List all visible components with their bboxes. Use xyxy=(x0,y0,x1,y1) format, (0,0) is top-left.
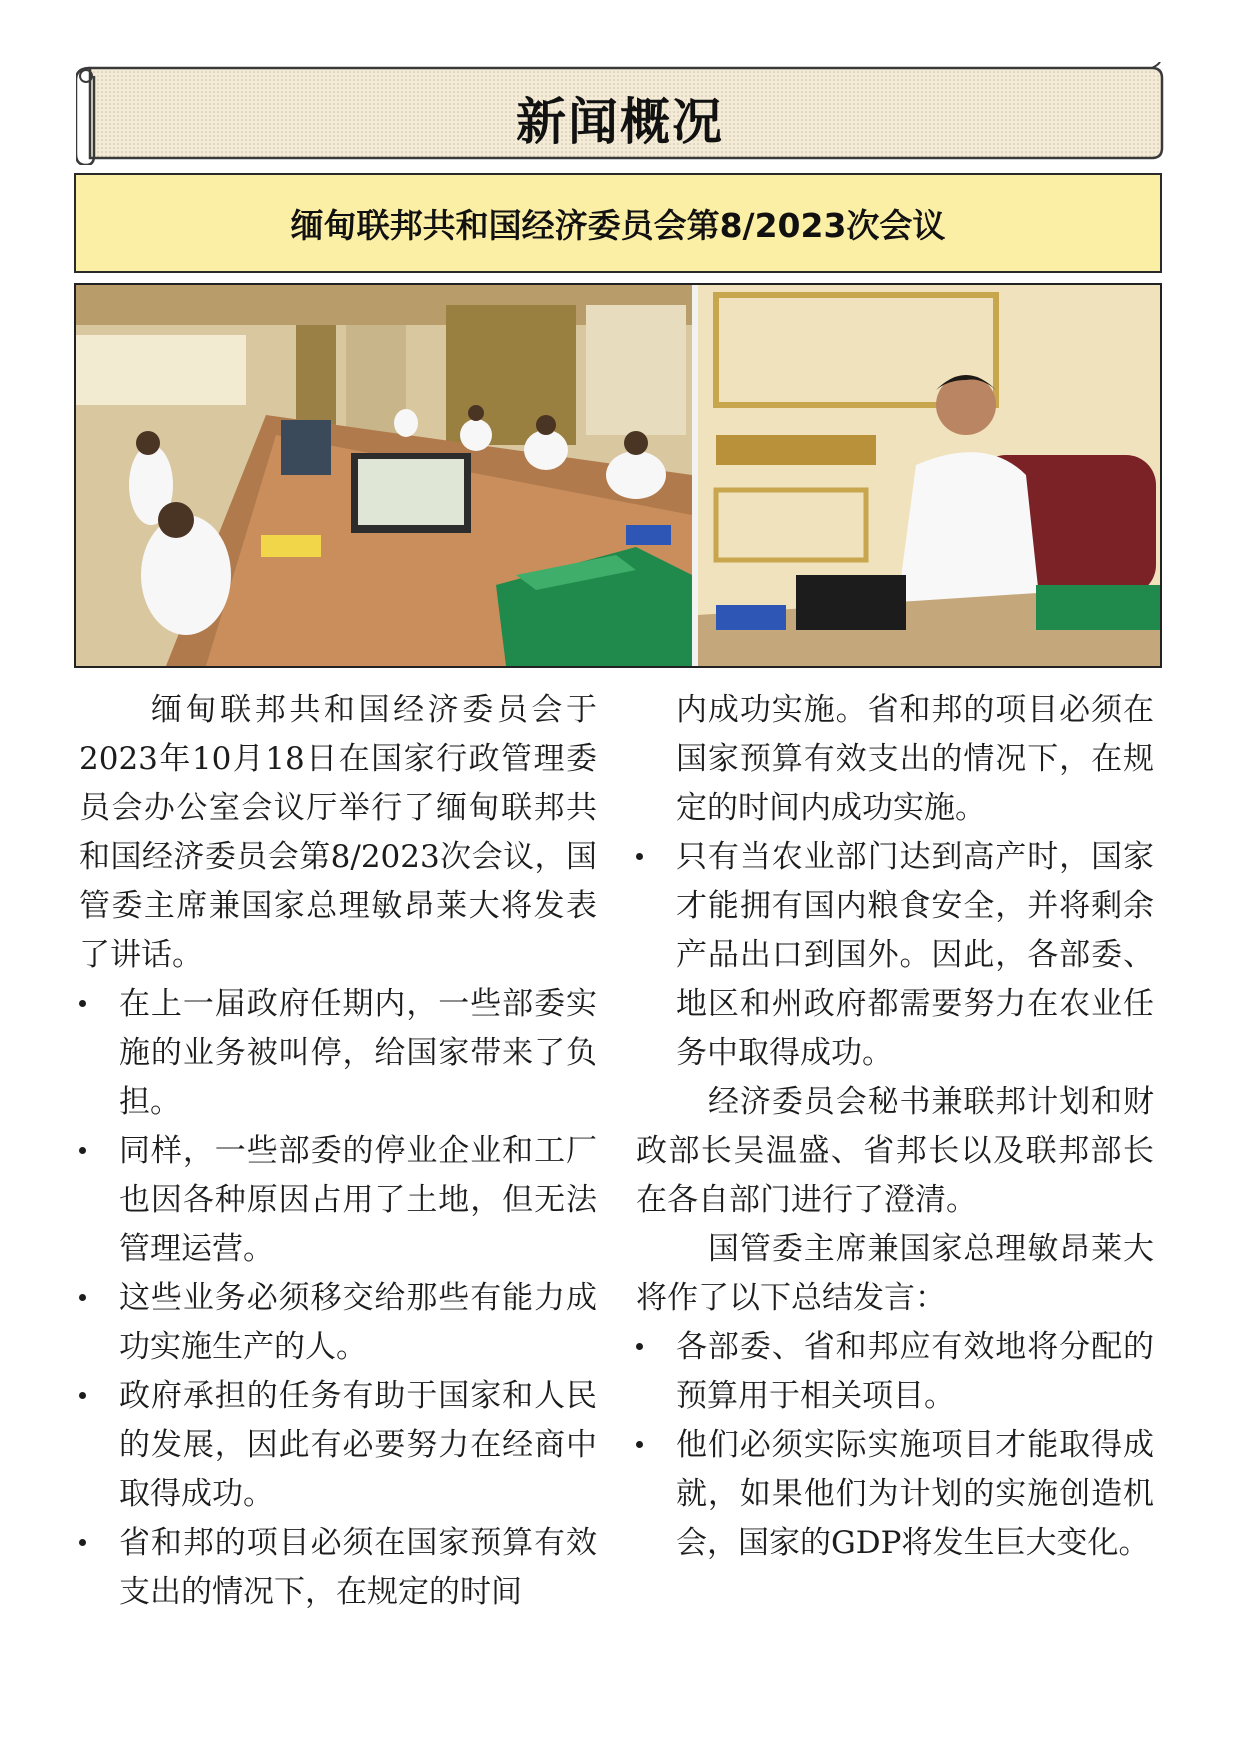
list-item: 同样，一些部委的停业企业和工厂也因各种原因占用了土地，但无法管理运营。 xyxy=(79,1127,597,1274)
bullet-icon xyxy=(79,1539,86,1546)
bullet-icon xyxy=(79,1147,86,1154)
banner-title: 新闻概况 xyxy=(516,92,724,151)
summary-intro-paragraph: 国管委主席兼国家总理敏昂莱大将作了以下总结发言： xyxy=(636,1231,1154,1316)
intro-paragraph: 缅甸联邦共和国经济委员会于2023年10月18日在国家行政管理委员会办公室会议厅举行了缅甸联邦共和国经济委员会第8/2023次会议，国管委主席兼国家总理敏昂莱大将发表了讲话。 xyxy=(79,692,597,973)
list-item: 只有当农业部门达到高产时，国家才能拥有国内粮食安全，并将剩余产品出口到国外。因此，各部委、地区和州政府都需要努力在农业任务中取得成功。 xyxy=(636,833,1154,1078)
left-bullet-list xyxy=(79,980,597,1617)
bullet-icon xyxy=(79,1000,86,1007)
list-item: 政府承担的任务有助于国家和人民的发展，因此有必要努力在经商中取得成功。 xyxy=(79,1372,597,1519)
continued-bullet-text: 内成功实施。省和邦的项目必须在国家预算有效支出的情况下，在规定的时间内成功实施。 xyxy=(676,692,1154,826)
list-item: 他们必须实际实施项目才能取得成就，如果他们为计划的实施创造机会，国家的GDP将发生巨大变化。 xyxy=(636,1421,1154,1568)
headline-title: 缅甸联邦共和国经济委员会第8/2023次会议 xyxy=(290,205,946,245)
right-bullet-list-1 xyxy=(636,833,1154,1078)
bullet-icon xyxy=(636,1441,643,1448)
list-item: 省和邦的项目必须在国家预算有效支出的情况下，在规定的时间 xyxy=(79,1519,597,1617)
bullet-icon xyxy=(636,1343,643,1350)
left-column xyxy=(79,686,597,1617)
bullet-icon xyxy=(636,853,643,860)
bullet-icon xyxy=(79,1294,86,1301)
list-item: 这些业务必须移交给那些有能力成功实施生产的人。 xyxy=(79,1274,597,1372)
meeting-photo-icon xyxy=(76,285,1160,666)
bullet-icon xyxy=(79,1392,86,1399)
right-bullet-list-2 xyxy=(636,1323,1154,1568)
meeting-photo xyxy=(74,283,1162,668)
list-item: 各部委、省和邦应有效地将分配的预算用于相关项目。 xyxy=(636,1323,1154,1421)
list-item: 在上一届政府任期内，一些部委实施的业务被叫停，给国家带来了负担。 xyxy=(79,980,597,1127)
clarification-paragraph: 经济委员会秘书兼联邦计划和财政部长吴温盛、省邦长以及联邦部长在各自部门进行了澄清。 xyxy=(636,1084,1154,1218)
scroll-banner xyxy=(76,62,1164,165)
right-column xyxy=(636,686,1154,1568)
headline-box xyxy=(74,173,1162,273)
